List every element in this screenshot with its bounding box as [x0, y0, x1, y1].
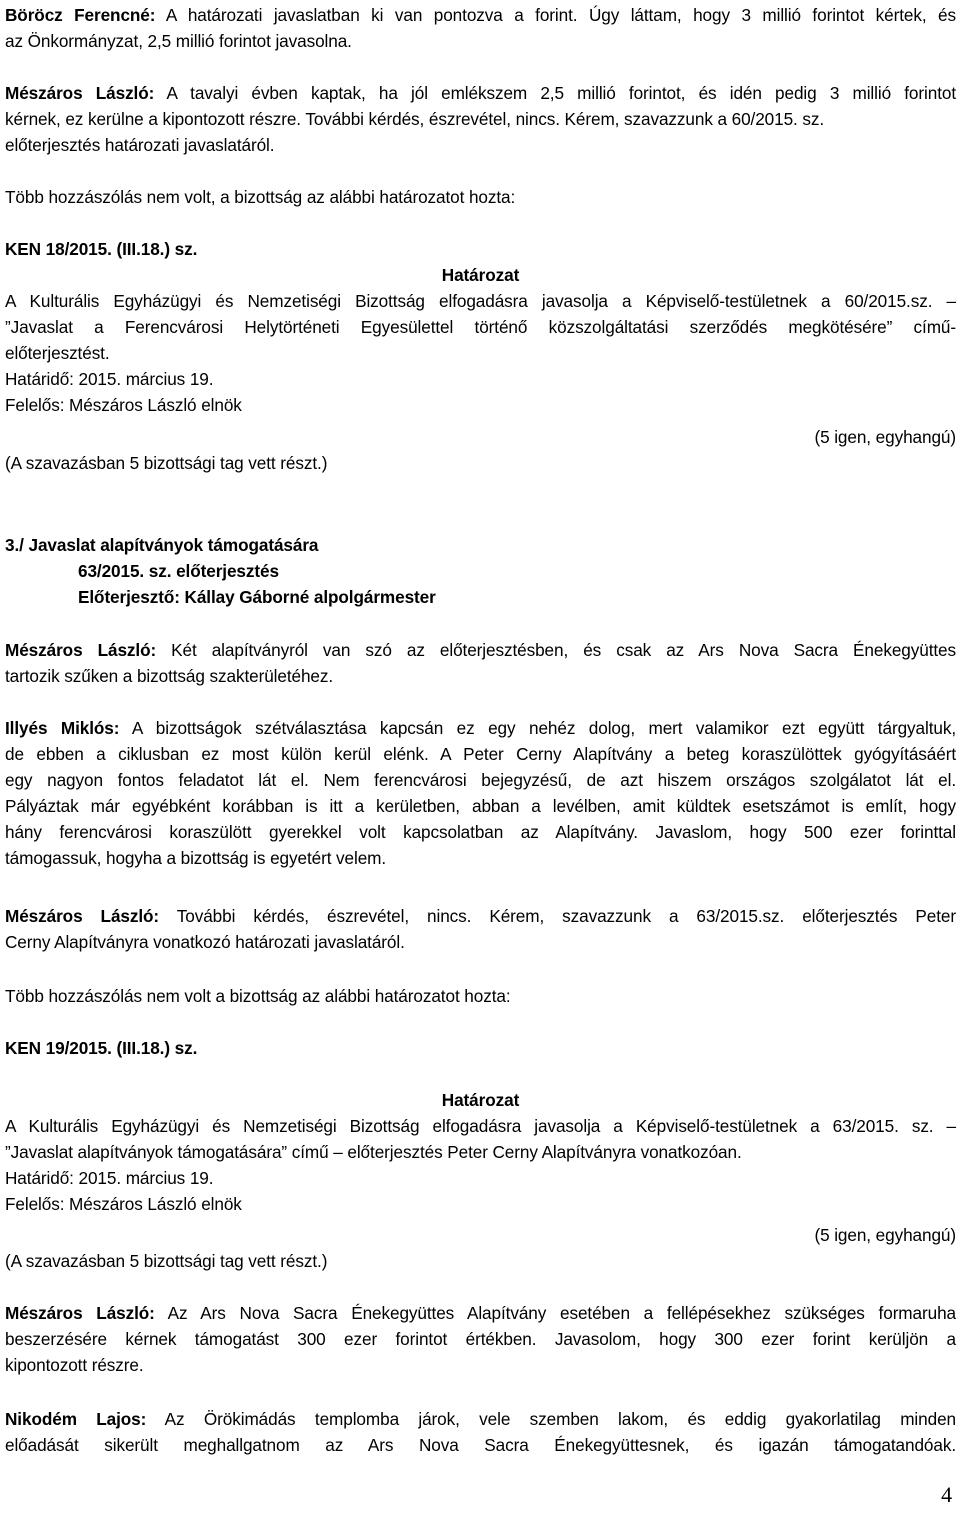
resolution-text: ”Javaslat alapítványok támogatására” című – előterjesztés Peter Cerny Alapítványra vonatkozóan.	[5, 1142, 742, 1162]
section-title: 3./ Javaslat alapítványok támogatására	[5, 535, 319, 555]
vote-result: (5 igen, egyhangú)	[814, 1225, 956, 1245]
text-span: A határozati javaslatban ki van pontozva a forint. Úgy láttam, hogy 3 millió forintot kértek, és	[155, 5, 956, 25]
speaker-name: Nikodém Lajos:	[5, 1409, 147, 1429]
resolution-text: ”Javaslat a Ferencvárosi Helytörténeti Egyesülettel történő közszolgáltatási szerződés megkötésére” című-	[5, 317, 956, 337]
text-span: Az Ars Nova Sacra Énekegyüttes Alapítvány esetében a fellépésekhez szükséges formaruha	[154, 1303, 956, 1323]
section-presenter: Előterjesztő: Kállay Gáborné alpolgármester	[78, 587, 436, 607]
text-span: A tavalyi évben kaptak, ha jól emlékszem 2,5 millió forintot, és idén pedig 3 millió forintot	[154, 83, 957, 103]
resolution-text: előterjesztést.	[5, 343, 110, 363]
paragraph-line	[5, 80, 956, 106]
text-span: A bizottságok szétválasztása kapcsán ez egy nehéz dolog, mert valamikor ezt együtt tárgyaltuk,	[119, 718, 957, 738]
paragraph-line: Több hozzászólás nem volt, a bizottság az alábbi határozatot hozta:	[5, 187, 516, 207]
text-span: Az Örökimádás templomba járok, vele szemben lakom, és eddig gyakorlatilag minden	[146, 1409, 956, 1429]
paragraph-line: előterjesztés határozati javaslatáról.	[5, 135, 275, 155]
vote-participants: (A szavazásban 5 bizottsági tag vett részt.)	[5, 1251, 328, 1271]
paragraph-line: támogassuk, hogyha a bizottság is egyetért velem.	[5, 848, 387, 868]
speaker-name: Mészáros László:	[5, 83, 155, 103]
speaker-name: Böröcz Ferencné:	[5, 5, 156, 25]
paragraph-line: kipontozott részre.	[5, 1355, 144, 1375]
resolution-heading: Határozat	[441, 1090, 520, 1110]
resolution-heading: Határozat	[441, 265, 520, 285]
speaker-name: Mészáros László:	[5, 1303, 155, 1323]
paragraph-line	[5, 1406, 956, 1432]
paragraph-line	[5, 715, 956, 741]
paragraph-line	[5, 903, 956, 929]
paragraph-line	[5, 1300, 956, 1326]
paragraph-line: hány ferencvárosi koraszülött gyerekkel volt kapcsolatban az Alapítvány. Javaslom, hogy 500 ezer forinttal	[5, 822, 956, 842]
paragraph-line	[5, 2, 956, 28]
vote-participants: (A szavazásban 5 bizottsági tag vett részt.)	[5, 453, 328, 473]
resolution-text: A Kulturális Egyházügyi és Nemzetiségi Bizottság elfogadásra javasolja a Képviselő-testületnek a 63/2015. sz. –	[5, 1116, 956, 1136]
paragraph-line: Pályáztak már egyébként korábban is itt a kerületben, abban a levélben, amit küldtek esetszámot is említ, hogy	[5, 796, 956, 816]
resolution-number: KEN 19/2015. (III.18.) sz.	[5, 1038, 198, 1058]
deadline: Határidő: 2015. március 19.	[5, 1168, 214, 1188]
text-span: További kérdés, észrevétel, nincs. Kérem, szavazzunk a 63/2015.sz. előterjesztés Peter	[159, 906, 956, 926]
deadline: Határidő: 2015. március 19.	[5, 369, 214, 389]
paragraph-line: Cerny Alapítványra vonatkozó határozati javaslatáról.	[5, 932, 405, 952]
section-reference: 63/2015. sz. előterjesztés	[78, 561, 279, 581]
responsible-person: Felelős: Mészáros László elnök	[5, 1194, 242, 1214]
resolution-text: A Kulturális Egyházügyi és Nemzetiségi Bizottság elfogadásra javasolja a Képviselő-testületnek a 60/2015.sz. –	[5, 291, 956, 311]
paragraph-line: kérnek, ez kerülne a kipontozott részre. További kérdés, észrevétel, nincs. Kérem, szavazzunk a 60/2015. sz.	[5, 109, 825, 129]
paragraph-line: az Önkormányzat, 2,5 millió forintot javasolna.	[5, 31, 352, 51]
vote-result: (5 igen, egyhangú)	[814, 427, 956, 447]
paragraph-line	[5, 637, 956, 663]
responsible-person: Felelős: Mészáros László elnök	[5, 395, 242, 415]
speaker-name: Mészáros László:	[5, 906, 160, 926]
speaker-name: Illyés Miklós:	[5, 718, 120, 738]
text-span: Két alapítványról van szó az előterjesztésben, és csak az Ars Nova Sacra Énekegyüttes	[156, 640, 956, 660]
page-number: 4	[941, 1482, 952, 1507]
paragraph-line: előadását sikerült meghallgatnom az Ars Nova Sacra Énekegyüttesnek, és igazán támogatandóak.	[5, 1435, 956, 1455]
paragraph-line: beszerzésére kérnek támogatást 300 ezer forintot értékben. Javasolom, hogy 300 ezer forint kerüljön a	[5, 1329, 956, 1349]
speaker-name: Mészáros László:	[5, 640, 157, 660]
paragraph-line: tartozik szűken a bizottság szakterületéhez.	[5, 666, 334, 686]
paragraph-line: egy nagyon fontos feladatot lát el. Nem ferencvárosi bejegyzésű, de azt hiszem országos szolgálatot lát el.	[5, 770, 956, 790]
resolution-number: KEN 18/2015. (III.18.) sz.	[5, 239, 198, 259]
paragraph-line: de ebben a ciklusban ez most külön kerül elénk. A Peter Cerny Alapítvány a beteg koraszülöttek gyógyításáért	[5, 744, 956, 764]
paragraph-line: Több hozzászólás nem volt a bizottság az alábbi határozatot hozta:	[5, 986, 511, 1006]
